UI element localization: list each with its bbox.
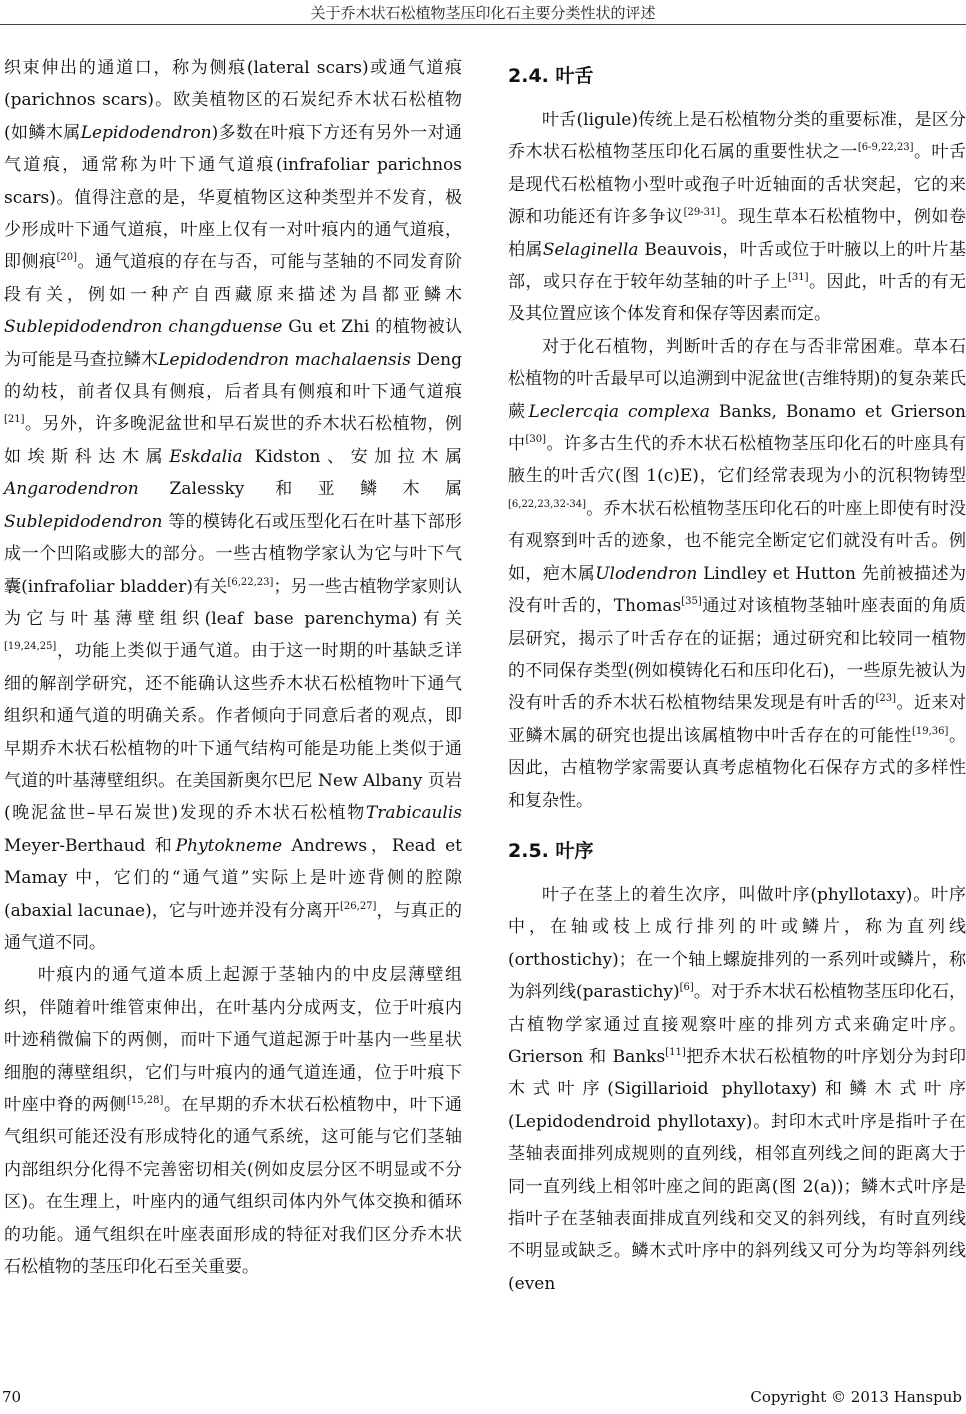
section-heading-ligule: 2.4. 叶舌 [508,65,594,87]
taxon-name: Trabicaulis [365,803,462,824]
taxon-name: Lepidodendron [80,122,212,143]
citation[interactable]: [11] [665,1046,686,1058]
text-run: Zalessky 和亚鳞木属 [138,479,462,500]
taxon-name: Selaginella [542,239,639,260]
taxon-name: Lepidodendron machalaensis [158,349,411,370]
text-run: 。因此，古植物学家需要认真考虑植物化石保存方式的多样性和复杂性。 [508,725,966,811]
citation[interactable]: [19,24,25] [4,641,57,653]
text-run: Banks, Bonamo et Grierson 中 [508,401,966,455]
taxon-name: Sublepidodendron changduense [4,317,283,338]
page-footer [0,1388,966,1410]
text-run: 。乔木状石松植物茎压印化石的叶座上即使有时没有观察到叶舌的迹象，也不能完全断定它们就没有叶舌。例如，疤木属 [508,498,966,584]
taxon-name: Leclercqia complexa [528,401,710,422]
paragraph-phyllotaxy [508,879,966,1300]
text-run: 等的模铸化石或压型化石在叶基下部形成一个凹陷或膨大的部分。一些古植物学家认为它与叶下气囊(infrafoliar bladder)有关 [4,511,462,597]
taxon-name: Ulodendron [595,563,698,584]
text-run: 。对于乔木状石松植物茎压印化石，古植物学家通过直接观察叶座的排列方式来确定叶序。Grierson 和 Banks [508,982,966,1067]
taxon-name: Phytokneme [175,835,283,856]
text-run: 织束伸出的通道口，称为侧痕(lateral scars)或通气道痕(parichnos scars)。欧美植物区的石炭纪乔木状石松植物(如鳞木属 [4,58,462,143]
text-run: Meyer-Berthaud 和 [4,835,176,856]
section-heading-phyllotaxy: 2.5. 叶序 [508,839,594,862]
paragraph-leaf-scar-channels [4,959,462,1283]
text-run: 。因此，叶舌的有无及其位置应该个体发育和保存等因素而定。 [508,272,966,325]
text-run: 。在早期的乔木状石松植物中，叶下通气组织可能还没有形成特化的通气系统，这可能与它们茎轴内部组织分化得不完善密切相关(例如皮层分区不明显或不分区)。在生理上，叶座内的通气组织司体内外气体交换和循环的功能。通气组织在叶座表面形成的特征对我们区分乔木状石松植物的茎压印化石至关重要。 [4,1095,463,1278]
page-number: 70 [2,1388,22,1406]
text-run: 对于化石植物，判断叶舌的存在与否非常困难。草本石松植物的叶舌最早可以追溯到中泥盆世(吉维特期)的复杂莱氏蕨 [508,336,966,422]
citation[interactable]: [23] [875,693,897,705]
citation[interactable]: [35] [681,596,702,608]
text-run: )多数在叶痕下方还有另外一对通气道痕，通常称为叶下通气道痕(infrafoliar parichnos scars)。值得注意的是，华夏植物区这种类型并不发育，极少形成叶下通气道痕，叶座上仅有一对叶痕内的通气道痕，即侧痕 [4,122,462,273]
text-run: ，功能上类似于通气道。由于这一时期的叶基缺乏详细的解剖学研究，还不能确认这些乔木状石松植物叶下通气组织和通气道的明确关系。作者倾向于同意后者的观点，即早期乔木状石松植物的叶下通气结构可能是功能上类似于通气道的叶基薄壁组织。在美国新奥尔巴尼 New Albany 页岩(晚泥盆世–早石炭世)发现的乔木状石松植物 [4,641,462,824]
citation[interactable]: [20] [56,252,78,264]
right-column [508,56,966,1300]
citation[interactable]: [6-9,22,23] [857,142,914,154]
paragraph-aeration-scars [4,52,462,959]
text-run: 叶舌(ligule)传统上是石松植物分类的重要标准，是区分乔木状石松植物茎压印化石属的重要性状之一 [508,110,966,163]
text-run: 。通气道痕的存在与否，可能与茎轴的不同发育阶段有关，例如一种产自西藏原来描述为昌都亚鳞木 [4,252,463,305]
citation[interactable]: [6] [679,982,694,994]
citation[interactable]: [6,22,23] [227,576,274,588]
text-run: 叶子在茎上的着生次序，叫做叶序(phyllotaxy)。叶序中，在轴或枝上成行排列的叶或鳞片，称为直列线(orthostichy)；在一个轴上螺旋排列的一系列叶或鳞片，称为斜列线(parastichy) [508,884,966,1003]
citation[interactable]: [29-31] [683,207,721,219]
running-head: 关于乔木状石松植物茎压印化石主要分类性状的评述 [310,4,656,22]
text-run: 通过对该植物茎轴叶座表面的角质层研究，揭示了叶舌存在的证据；通过研究和比较同一植物的不同保存类型(例如模铸化石和压印化石)，一些原先被认为没有叶舌的乔木状石松植物结果发现是有叶舌的 [508,596,966,714]
paragraph-ligule-fossil [508,331,966,817]
text-run: Kidston、安加拉木属 [242,446,462,467]
text-run: 。另外，许多晚泥盆世和早石炭世的乔木状石松植物，例如埃斯科达木属 [4,414,462,467]
citation[interactable]: [15,28] [126,1095,164,1106]
text-run: Beauvois，叶舌或位于叶腋以上的叶片基部，或只存在于较年幼茎轴的叶子上 [508,239,966,293]
copyright-notice: Copyright © 2013 Hanspub [750,1388,962,1406]
text-run: 把乔木状石松植物的叶序划分为封印木式叶序(Sigillarioid phyllotaxy)和鳞木式叶序(Lepidodendroid phyllotaxy)。封印木式叶序是指叶子在茎轴表面排列成规则的直列线，相邻直列线之间的距离大于同一直列线上相邻叶座之间的距离(图 2(a))；鳞木式叶序是指叶子在茎轴表面排成直列线和交叉的斜列线，有时直列线不明显或缺乏。鳞木式叶序中的斜列线又可分为均等斜列线(even [508,1046,966,1294]
text-run: 。现生草本石松植物中，例如卷柏属 [508,207,966,260]
citation[interactable]: [21] [4,414,25,426]
citation[interactable]: [6,22,23,32-34] [508,498,586,510]
text-run: Deng的幼枝，前者仅具有侧痕，后者具有侧痕和叶下通气道痕 [4,349,462,403]
text-run: 叶痕内的通气道本质上起源于茎轴内的中皮层薄壁组织，伴随着叶维管束伸出，在叶基内分成两支，位于叶痕内叶迹稍微偏下的两侧，而叶下通气道起源于叶基内一些星状细胞的薄壁组织，它们与叶痕内的通气道连通，位于叶痕下叶座中脊的两侧 [4,965,462,1115]
taxon-name: Angarodendron [4,479,139,500]
text-run: ，与真正的通气道不同。 [4,900,462,953]
text-run: Lindley et Hutton 先前被描述为没有叶舌的，Thomas [508,563,966,617]
citation[interactable]: [30] [525,434,547,446]
citation[interactable]: [19,36] [912,725,949,737]
text-run: Andrews，Read et Mamay 中，它们的“通气道”实际上是叶迹背侧的腔隙(abaxial lacunae)，它与叶迹并没有分离开 [4,835,462,921]
header-rule [0,24,966,25]
text-run: Gu et Zhi 的植物被认为可能是马查拉鳞木 [4,317,462,370]
text-run: 。叶舌是现代石松植物小型叶或孢子叶近轴面的舌状突起，它的来源和功能还有许多争议 [508,142,966,228]
text-run: 。近来对亚鳞木属的研究也提出该属植物中叶舌存在的可能性 [508,693,966,746]
citation[interactable]: [31] [787,272,809,284]
text-run: ；另一些古植物学家则认为它与叶基薄壁组织(leaf base parenchyma)有关 [4,576,462,629]
taxon-name: Eskdalia [169,446,243,467]
paragraph-ligule-intro [508,104,966,331]
taxon-name: Sublepidodendron [4,511,163,532]
citation[interactable]: [26,27] [340,900,377,912]
left-column [4,52,462,1283]
text-run: 。许多古生代的乔木状石松植物茎压印化石的叶座具有腋生的叶舌穴(图 1(c)E)，它们经常表现为小的沉积物铸型 [508,434,966,487]
